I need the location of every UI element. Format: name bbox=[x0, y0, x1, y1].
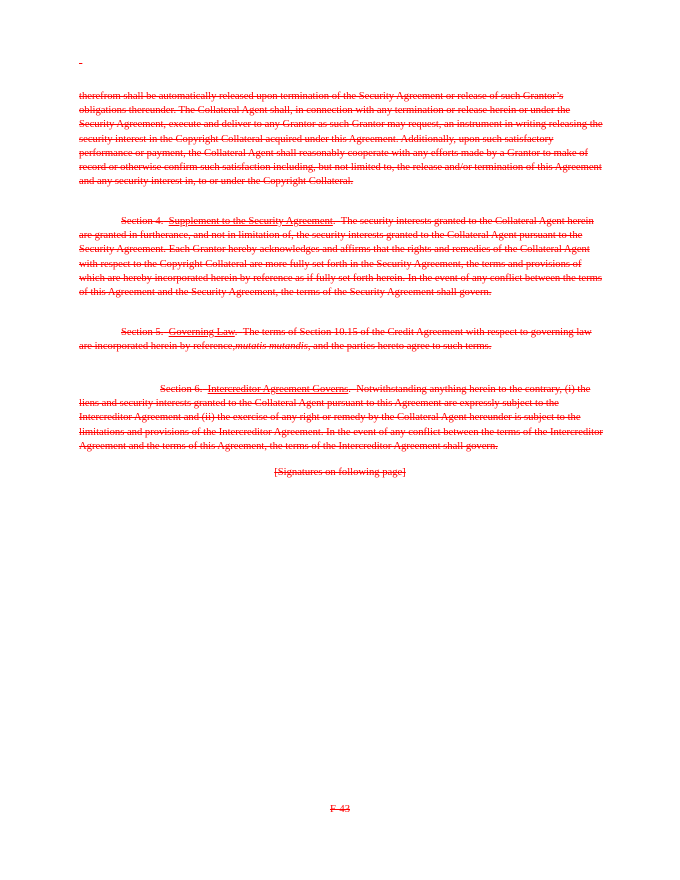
paragraph-release-terms: therefrom shall be automatically released upon termination of the Security Agreement or release of such Grantor’s obligations thereunder. The Collateral Agent shall, in connection with any termination or release herein or under the Security Agreement, execute and deliver to any Grantor as such Grantor may request, an instrument in writing releasing the security interest in the Copyright Collateral acquired under this Agreement. Additionally, upon such satisfactory performance or payment, the Collateral Agent shall reasonably cooperate with any efforts made by a Grantor to make of record or otherwise confirm such satisfaction including, but not limited to, the release and/or termination of this Agreement and any security interest in, to or under the Copyright Collateral. bbox=[79, 91, 603, 188]
section-5-body-start: The terms of Section 10.15 of the Credit Agreement with respect to governing law are incorporated herein by reference, bbox=[79, 327, 592, 353]
section-6-paragraph: Section 6. Intercreditor Agreement Governs. Notwithstanding anything herein to the contrary, (i) the liens and security interests granted to the Collateral Agent pursuant to this Agreement are expressly subject to the Intercreditor Agreement and (ii) the exercise of any right or remedy by the Collateral Agent hereunder is subject to the limitations and provisions of the Intercreditor Agreement. In the event of any conflict between the terms of the Intercreditor Agreement and the terms of this Agreement, the terms of the Intercreditor Agreement shall govern. bbox=[79, 384, 603, 452]
deleted-marker: - bbox=[79, 58, 83, 69]
signature-note: [Signatures on following page] bbox=[274, 467, 406, 478]
section-6-body: Notwithstanding anything herein to the contrary, (i) the liens and security interests granted to the Collateral Agent pursuant to this Agreement are expressly subject to the Intercreditor Agreement and (ii) the exercise of any right or remedy by the Collateral Agent hereunder is subject to the limitations and provisions of the Intercreditor Agreement. In the event of any conflict between the terms of the Intercreditor Agreement and the terms of this Agreement, the terms of the Intercreditor Agreement shall govern. bbox=[79, 384, 603, 452]
section-5-body-italic: mutatis mutandis bbox=[235, 341, 308, 353]
section-4-heading: Supplement to the Security Agreement bbox=[168, 216, 333, 227]
page-number: F-43 bbox=[329, 804, 350, 815]
section-5-body-end: , and the parties hereto agree to such terms. bbox=[307, 341, 492, 353]
section-5-heading: Governing Law bbox=[168, 327, 235, 338]
section-4-body: The security interests granted to the Collateral Agent herein are granted in furtherance, and not in limitation of, the security interests granted to the Collateral Agent pursuant to the Security Agreement. Each Grantor hereby acknowledges and affirms that the rights and remedies of the Collateral Agent with respect to the Copyright Collateral are more fully set forth in the Security Agreement, the terms and provisions of which are hereby incorporated herein by reference as if fully set forth herein. In the event of any conflict between the terms of this Agreement and the Security Agreement, the terms of the Security Agreement shall govern. bbox=[79, 216, 602, 299]
section-5-number: Section 5. bbox=[121, 327, 164, 338]
section-4-paragraph: Section 4. Supplement to the Security Agreement. The security interests granted to the Collateral Agent herein are granted in furtherance, and not in limitation of, the security interests granted to the Collateral Agent pursuant to the Security Agreement. Each Grantor hereby acknowledges and affirms that the rights and remedies of the Collateral Agent with respect to the Copyright Collateral are more fully set forth in the Security Agreement, the terms and provisions of which are hereby incorporated herein by reference as if fully set forth herein. In the event of any conflict between the terms of this Agreement and the Security Agreement, the terms of the Security Agreement shall govern. bbox=[79, 216, 602, 299]
section-6-number: Section 6. bbox=[160, 384, 203, 395]
section-5-paragraph: Section 5. Governing Law. The terms of Section 10.15 of the Credit Agreement with respect to governing law are incorporated herein by reference,mutatis mutandis, and the parties hereto agree to such terms. bbox=[79, 327, 592, 353]
section-6-heading: Intercreditor Agreement Governs bbox=[207, 384, 349, 395]
section-4-number: Section 4. bbox=[121, 216, 164, 227]
